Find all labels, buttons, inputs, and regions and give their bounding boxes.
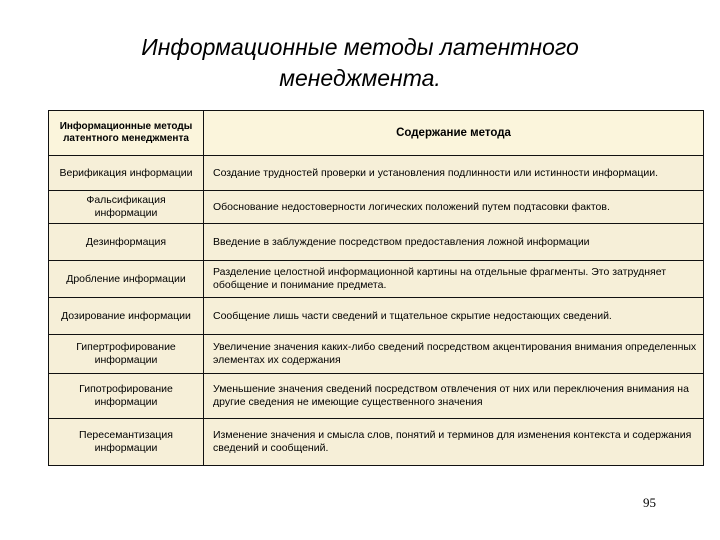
methods-table [48, 110, 704, 466]
header-content: Содержание метода [204, 111, 704, 156]
table-header-row [49, 111, 704, 156]
content-cell: Создание трудностей проверки и установления подлинности или истинности информации. [204, 156, 704, 191]
table-row [49, 261, 704, 298]
method-cell: Дробление информации [49, 261, 204, 298]
title-line-1: Информационные методы латентного [141, 34, 579, 60]
method-cell: Фальсификация информации [49, 191, 204, 224]
page-number: 95 [643, 495, 656, 510]
table-row [49, 374, 704, 419]
method-cell: Гипотрофирование информации [49, 374, 204, 419]
content-cell: Изменение значения и смысла слов, понятий и терминов для изменения контекста и содержания сведений и сообщений. [204, 419, 704, 466]
content-cell: Разделение целостной информационной картины на отдельные фрагменты. Это затрудняет обобщение и понимание предмета. [204, 261, 704, 298]
content-cell: Сообщение лишь части сведений и тщательное скрытие недостающих сведений. [204, 298, 704, 335]
content-cell: Введение в заблуждение посредством предоставления ложной информации [204, 224, 704, 261]
method-cell: Пересемантизация информации [49, 419, 204, 466]
method-cell: Верификация информации [49, 156, 204, 191]
content-cell: Уменьшение значения сведений посредством отвлечения от них или переключения внимания на другие сведения не имеющие существенного значения [204, 374, 704, 419]
table-row [49, 191, 704, 224]
content-cell: Увеличение значения каких-либо сведений посредством акцентирования внимания определенных элементах их содержания [204, 335, 704, 374]
table-row [49, 156, 704, 191]
title-line-2: менеджмента. [279, 65, 441, 91]
slide-title [0, 32, 720, 94]
content-cell: Обоснование недостоверности логических положений путем подтасовки фактов. [204, 191, 704, 224]
method-cell: Гипертрофирование информации [49, 335, 204, 374]
table-row [49, 298, 704, 335]
method-cell: Дезинформация [49, 224, 204, 261]
table-row [49, 224, 704, 261]
table-row [49, 419, 704, 466]
method-cell: Дозирование информации [49, 298, 204, 335]
table-row [49, 335, 704, 374]
header-method: Информационные методы латентного менеджмента [49, 111, 204, 156]
